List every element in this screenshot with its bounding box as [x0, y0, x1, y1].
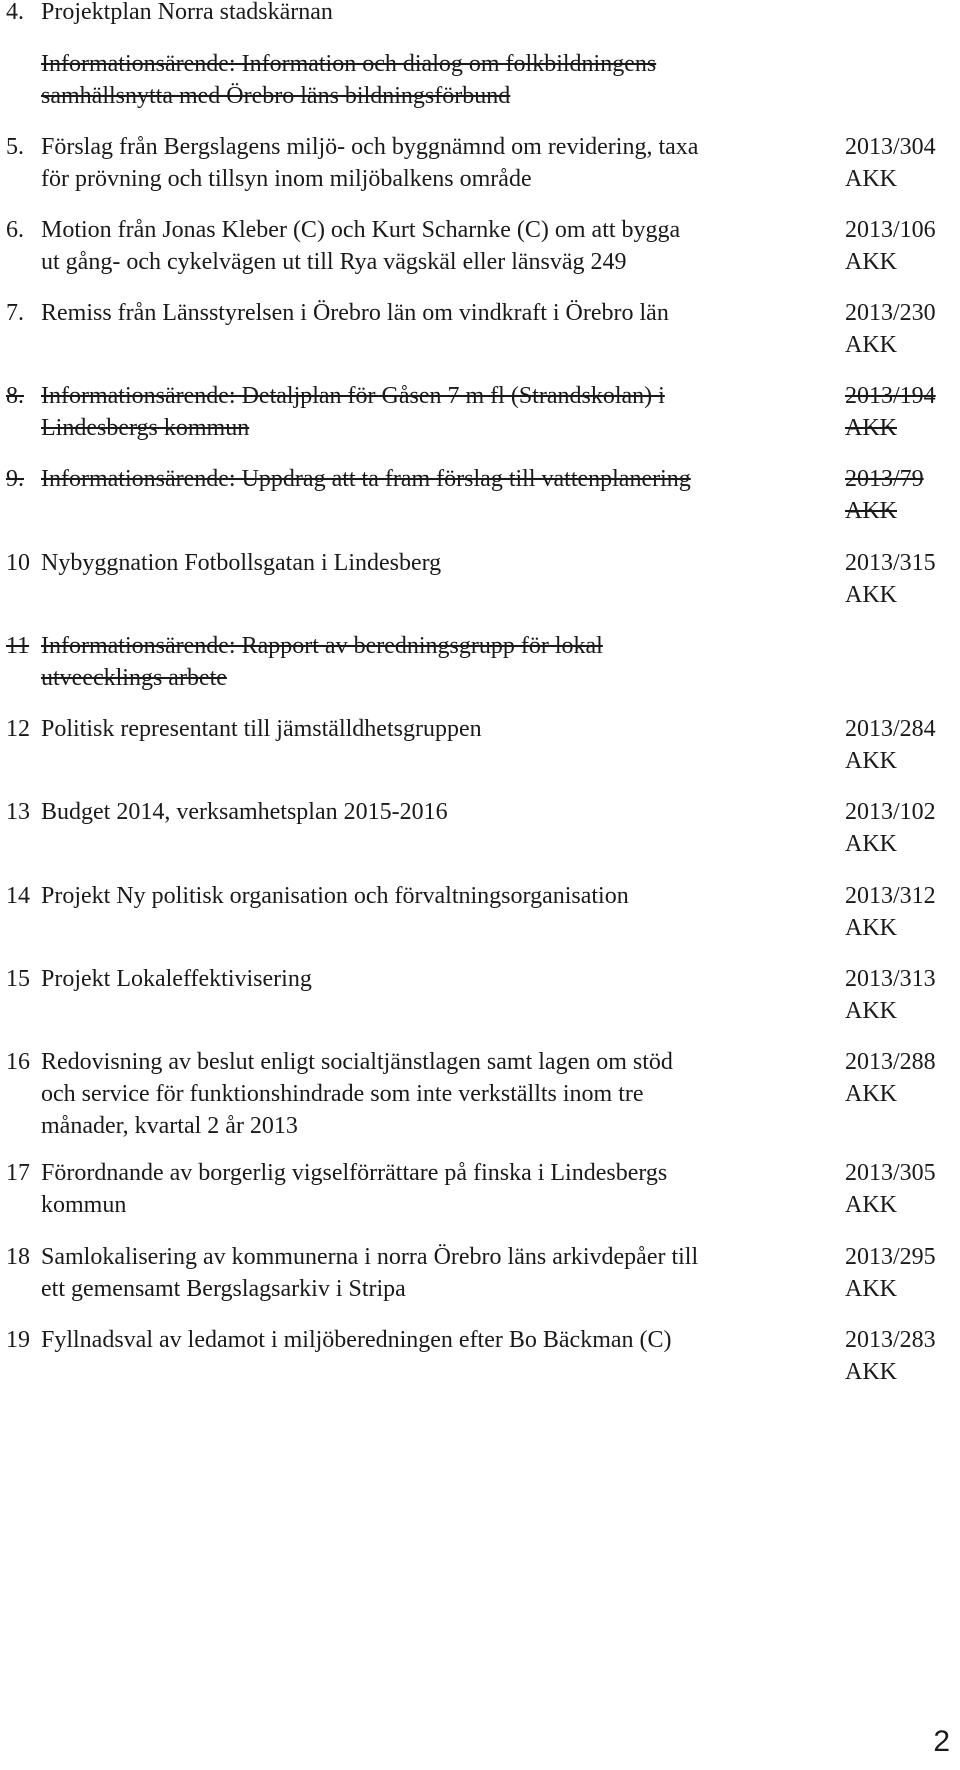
- agenda-item-title-text: Förordnande av borgerlig vigselförrättare på finska i Lindesbergs: [41, 1160, 668, 1186]
- agenda-item-title-line: [41, 412, 831, 444]
- agenda-item-title-line: [41, 1241, 831, 1273]
- agenda-item-title-line: [41, 963, 831, 995]
- agenda-item-title-line: [41, 1046, 831, 1078]
- agenda-item-reference-text: AKK: [845, 831, 897, 857]
- agenda-item-reference-text: 2013/313: [845, 966, 936, 992]
- agenda-item-reference: [845, 463, 924, 527]
- case-number: [845, 547, 936, 579]
- agenda-item-title-text: månader, kvartal 2 år 2013: [41, 1113, 298, 1139]
- agenda-item-title: [41, 796, 831, 828]
- agenda-item-title: [41, 48, 831, 112]
- case-number: [845, 713, 936, 745]
- department-code: [845, 1078, 936, 1110]
- case-number: [845, 214, 936, 246]
- agenda-item-number: [6, 463, 24, 495]
- department-code: [845, 1189, 936, 1221]
- agenda-item-number-text: 12: [6, 716, 30, 742]
- agenda-item-number-text: 5.: [6, 134, 24, 160]
- agenda-item-number: [6, 963, 30, 995]
- agenda-item-reference: [845, 297, 936, 361]
- agenda-item-title-line: [41, 0, 831, 28]
- agenda-item-number: [6, 1046, 30, 1078]
- agenda-item-title-text: och service för funktionshindrade som inte verkställts inom tre: [41, 1081, 644, 1107]
- agenda-item-reference-text: 2013/102: [845, 799, 936, 825]
- agenda-item-title: [41, 880, 831, 912]
- case-number: [845, 1241, 936, 1273]
- agenda-item-reference-text: 2013/284: [845, 716, 936, 742]
- agenda-item-number: [6, 1157, 30, 1189]
- agenda-item-title-text: Budget 2014, verksamhetsplan 2015-2016: [41, 799, 448, 825]
- agenda-item-title-text: för prövning och tillsyn inom miljöbalkens område: [41, 166, 532, 192]
- agenda-item-reference-text: AKK: [845, 582, 897, 608]
- agenda-item-title-text: Projektplan Norra stadskärnan: [41, 0, 333, 25]
- agenda-item-reference-text: 2013/230: [845, 300, 936, 326]
- agenda-item-title-text: Politisk representant till jämställdhetsgruppen: [41, 716, 482, 742]
- agenda-item-number-text: 17: [6, 1160, 30, 1186]
- agenda-item-number-text: 11: [6, 633, 30, 659]
- agenda-item-number-text: 8.: [6, 383, 24, 409]
- agenda-item-reference-text: 2013/315: [845, 550, 936, 576]
- agenda-item-reference: [845, 1157, 936, 1221]
- case-number: [845, 131, 936, 163]
- agenda-item-number: [6, 214, 24, 246]
- agenda-item-reference-text: AKK: [845, 249, 897, 275]
- agenda-item-title: [41, 713, 831, 745]
- agenda-item-number-text: 6.: [6, 217, 24, 243]
- agenda-item-title-text: Nybyggnation Fotbollsgatan i Lindesberg: [41, 550, 442, 576]
- agenda-item-reference-text: 2013/288: [845, 1049, 936, 1075]
- agenda-item-number: [6, 630, 29, 662]
- agenda-item-number-text: 4.: [6, 0, 24, 25]
- agenda-item-number-text: 18: [6, 1244, 30, 1270]
- agenda-item-number: [6, 1241, 30, 1273]
- agenda-item-number-text: 15: [6, 966, 30, 992]
- agenda-item-number-text: 10: [6, 550, 30, 576]
- agenda-item-title-line: [41, 1110, 831, 1142]
- agenda-item-reference-text: AKK: [845, 998, 897, 1024]
- agenda-item-reference-text: 2013/305: [845, 1160, 936, 1186]
- agenda-item-number-text: 9.: [6, 466, 24, 492]
- case-number: [845, 1046, 936, 1078]
- agenda-item-title-line: [41, 1189, 831, 1221]
- case-number: [845, 380, 936, 412]
- agenda-item-reference: [845, 796, 936, 860]
- agenda-item-reference-text: AKK: [845, 1276, 897, 1302]
- agenda-item-title: [41, 463, 831, 495]
- agenda-item-title-text: kommun: [41, 1192, 127, 1218]
- agenda-item-title: [41, 547, 831, 579]
- agenda-item-reference-text: AKK: [845, 1081, 897, 1107]
- department-code: [845, 163, 936, 195]
- agenda-item-reference-text: 2013/304: [845, 134, 936, 160]
- department-code: [845, 1356, 936, 1388]
- agenda-item-reference-text: 2013/312: [845, 883, 936, 909]
- agenda-item-reference: [845, 1241, 936, 1305]
- agenda-item-number: [6, 796, 30, 828]
- agenda-item-title-line: [41, 1157, 831, 1189]
- agenda-item-reference-text: AKK: [845, 1192, 897, 1218]
- department-code: [845, 246, 936, 278]
- agenda-item-reference-text: AKK: [845, 1359, 897, 1385]
- agenda-item-title-text: ut gång- och cykelvägen ut till Rya vägskäl eller länsväg 249: [41, 249, 627, 275]
- agenda-item-number-text: 16: [6, 1049, 30, 1075]
- agenda-item-title-line: [41, 163, 831, 195]
- agenda-item-reference-text: AKK: [845, 332, 897, 358]
- agenda-item-title-text: Redovisning av beslut enligt socialtjänstlagen samt lagen om stöd: [41, 1049, 673, 1075]
- agenda-item-title: [41, 963, 831, 995]
- agenda-item-title: [41, 1046, 831, 1142]
- agenda-item-reference: [845, 713, 936, 777]
- agenda-item-title-text: utveecklings arbete: [41, 665, 227, 691]
- agenda-item-number-text: 14: [6, 883, 30, 909]
- agenda-item-title-text: Informationsärende: Rapport av beredningsgrupp för lokal: [41, 633, 603, 659]
- agenda-item-title: [41, 297, 831, 329]
- agenda-item-reference: [845, 963, 936, 1027]
- agenda-item-reference: [845, 547, 936, 611]
- case-number: [845, 1324, 936, 1356]
- agenda-item-title: [41, 1157, 831, 1221]
- agenda-item-number: [6, 713, 30, 745]
- department-code: [845, 745, 936, 777]
- agenda-item-title-text: Remiss från Länsstyrelsen i Örebro län om vindkraft i Örebro län: [41, 300, 669, 326]
- agenda-item-reference-text: 2013/283: [845, 1327, 936, 1353]
- agenda-item-reference: [845, 1046, 936, 1110]
- agenda-item-title-line: [41, 880, 831, 912]
- agenda-item-title-line: [41, 1324, 831, 1356]
- agenda-item-title-line: [41, 796, 831, 828]
- case-number: [845, 796, 936, 828]
- agenda-item-number: [6, 1324, 30, 1356]
- agenda-item-number-text: 19: [6, 1327, 30, 1353]
- department-code: [845, 412, 936, 444]
- agenda-item-reference-text: AKK: [845, 415, 897, 441]
- agenda-item-title: [41, 1324, 831, 1356]
- case-number: [845, 963, 936, 995]
- agenda-item-title: [41, 630, 831, 694]
- agenda-item-title-line: [41, 630, 831, 662]
- page-number: 2: [933, 1725, 950, 1758]
- agenda-item-title-line: [41, 1078, 831, 1110]
- agenda-item-title: [41, 1241, 831, 1305]
- agenda-item-title-line: [41, 214, 831, 246]
- agenda-item-title: [41, 131, 831, 195]
- agenda-item-number: [6, 880, 30, 912]
- agenda-item-number: [6, 547, 30, 579]
- case-number: [845, 880, 936, 912]
- agenda-item-number: [6, 380, 24, 412]
- agenda-item-title-text: samhällsnytta med Örebro läns bildningsförbund: [41, 83, 511, 109]
- department-code: [845, 1273, 936, 1305]
- department-code: [845, 995, 936, 1027]
- department-code: [845, 329, 936, 361]
- case-number: [845, 1157, 936, 1189]
- agenda-item-reference-text: AKK: [845, 166, 897, 192]
- agenda-item-reference-text: 2013/79: [845, 466, 924, 492]
- department-code: [845, 912, 936, 944]
- agenda-item-title-line: [41, 131, 831, 163]
- agenda-item-number: [6, 297, 24, 329]
- agenda-item-title-text: Lindesbergs kommun: [41, 415, 250, 441]
- agenda-item-reference-text: 2013/194: [845, 383, 936, 409]
- agenda-item-title: [41, 380, 831, 444]
- agenda-item-number-text: 13: [6, 799, 30, 825]
- agenda-item-title-text: Projekt Lokaleffektivisering: [41, 966, 312, 992]
- agenda-item-title-line: [41, 80, 831, 112]
- agenda-item-reference: [845, 214, 936, 278]
- agenda-item-title-text: Informationsärende: Detaljplan för Gåsen 7 m fl (Strandskolan) i: [41, 383, 665, 409]
- agenda-item-reference: [845, 880, 936, 944]
- department-code: [845, 579, 936, 611]
- agenda-item-title-text: Informationsärende: Information och dialog om folkbildningens: [41, 51, 657, 77]
- agenda-item-reference: [845, 131, 936, 195]
- agenda-item-title-line: [41, 713, 831, 745]
- agenda-item-reference-text: AKK: [845, 748, 897, 774]
- agenda-item-reference: [845, 380, 936, 444]
- agenda-item-title: [41, 214, 831, 278]
- agenda-item-title-line: [41, 463, 831, 495]
- agenda-item-reference-text: AKK: [845, 498, 897, 524]
- agenda-item-title: [41, 0, 831, 28]
- agenda-item-title-line: [41, 1273, 831, 1305]
- department-code: [845, 828, 936, 860]
- agenda-item-title-text: Informationsärende: Uppdrag att ta fram förslag till vattenplanering: [41, 466, 691, 492]
- agenda-item-number-text: 7.: [6, 300, 24, 326]
- agenda-item-title-text: Fyllnadsval av ledamot i miljöberedningen efter Bo Bäckman (C): [41, 1327, 672, 1353]
- agenda-item-reference-text: 2013/106: [845, 217, 936, 243]
- department-code: [845, 495, 924, 527]
- agenda-item-title-line: [41, 246, 831, 278]
- agenda-item-number: [6, 131, 24, 163]
- agenda-item-title-text: Samlokalisering av kommunerna i norra Örebro läns arkivdepåer till: [41, 1244, 699, 1270]
- agenda-item-title-text: Motion från Jonas Kleber (C) och Kurt Scharnke (C) om att bygga: [41, 217, 681, 243]
- agenda-item-reference-text: 2013/295: [845, 1244, 936, 1270]
- agenda-item-title-text: Projekt Ny politisk organisation och förvaltningsorganisation: [41, 883, 629, 909]
- agenda-item-title-line: [41, 380, 831, 412]
- agenda-item-title-line: [41, 547, 831, 579]
- agenda-item-reference: [845, 1324, 936, 1388]
- case-number: [845, 297, 936, 329]
- agenda-item-title-text: Förslag från Bergslagens miljö- och byggnämnd om revidering, taxa: [41, 134, 699, 160]
- agenda-item-number: [6, 0, 24, 28]
- case-number: [845, 463, 924, 495]
- agenda-item-title-line: [41, 662, 831, 694]
- agenda-item-title-line: [41, 297, 831, 329]
- agenda-item-title-text: ett gemensamt Bergslagsarkiv i Stripa: [41, 1276, 406, 1302]
- agenda-item-title-line: [41, 48, 831, 80]
- agenda-item-reference-text: AKK: [845, 915, 897, 941]
